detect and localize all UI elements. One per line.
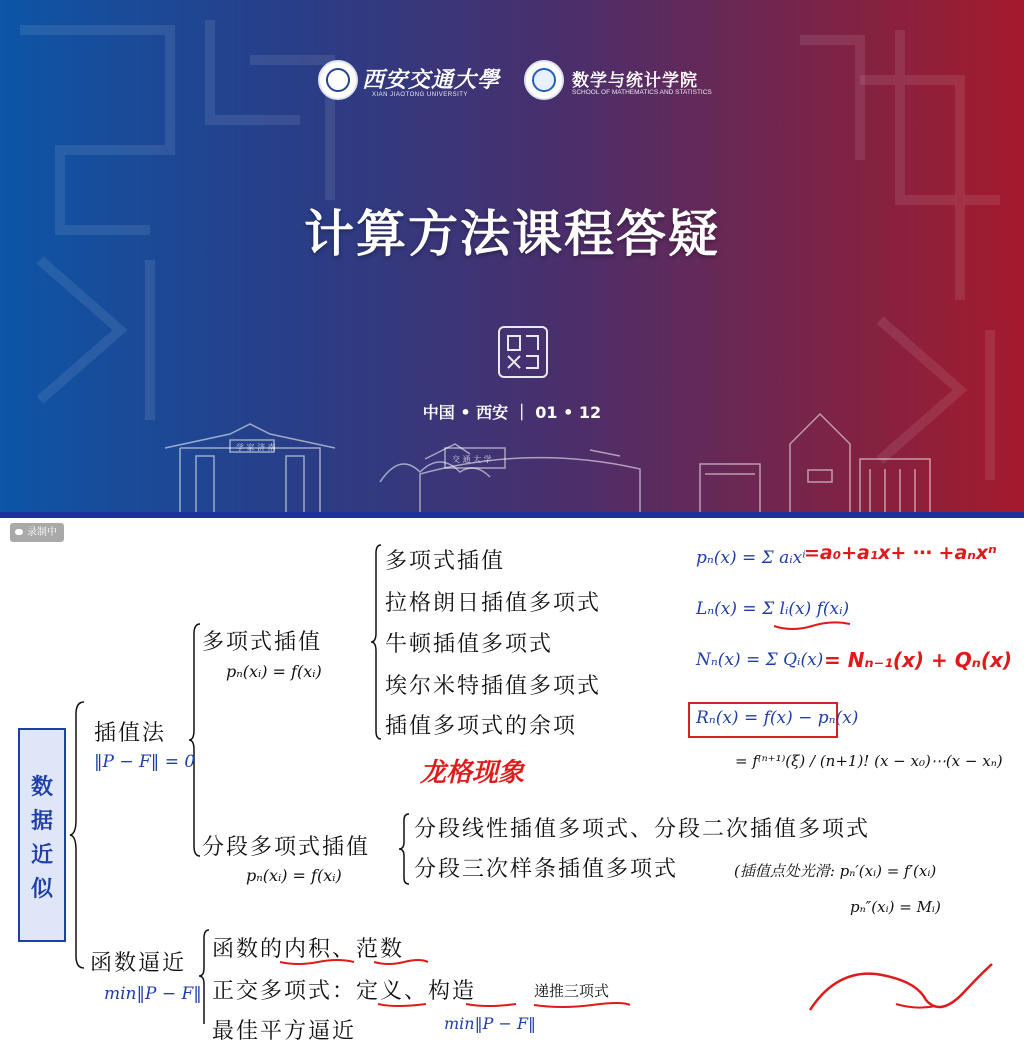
gate-sign-left: 学 家 济 南 [236,443,276,452]
approx-item-partial: 最佳平方逼近 [212,1019,357,1044]
school-name: 数学与统计学院 [572,71,698,91]
poly-item: 多项式插值 [385,549,506,574]
formula-rn: Rₙ(x) = f(x) − pₙ(x) [696,708,859,728]
formula-rn-expand: = f⁽ⁿ⁺¹⁾(ξ) / (n+1)! (x − x₀)⋯(x − xₙ) [735,752,1003,770]
handwritten-pn-expand: =a₀+a₁x+ ⋯ +aₙxⁿ [804,542,997,564]
poly-item: 插值多项式的余项 [385,714,578,739]
poly-item: 拉格朗日插值多项式 [385,591,602,616]
recording-badge[interactable] [10,523,64,542]
poly-item: 牛顿插值多项式 [385,632,554,657]
interp-method-label: 插值法 [94,721,167,746]
piecewise-label: 分段多项式插值 [202,835,371,860]
side-char: 据 [30,809,53,834]
campus-lineart [0,404,1024,514]
school-seal-icon [524,60,564,100]
poly-interp-label: 多项式插值 [202,630,323,655]
approx-brace [198,928,212,1024]
piecewise-formula: pₙ(xᵢ) = f(xᵢ) [246,866,342,885]
interp-brace [188,622,204,858]
recording-label: 录制中 [27,527,57,538]
side-char: 数 [30,775,53,800]
piecewise-item: 分段线性插值多项式、分段二次插值多项式 [414,817,871,842]
university-name: 西安交通大學 [362,67,501,93]
handwritten-runge: 龙格现象 [420,758,525,788]
gate-sign-middle: 交 通 大 学 [452,455,492,464]
formula-pn: pₙ(x) = Σ aᵢxⁱ [696,548,806,568]
cloud-icon [15,529,23,535]
approx-item: 函数的内积、范数 [212,937,405,962]
handwritten-underline [772,618,852,634]
piecewise-brace [398,812,412,886]
emblem-icon [498,326,548,378]
location-date: 中国 • 西安 ｜ 01 • 12 [422,403,602,422]
handwritten-underline [376,998,526,1010]
smooth-note: (插值点处光滑: pₙ′(xᵢ) = f′(xᵢ) [734,862,937,880]
handwritten-underline [278,956,438,968]
formula-nn: Nₙ(x) = Σ Qᵢ(x) [696,650,824,670]
side-char: 近 [30,843,53,868]
interp-method-formula: ‖P − F‖ = 0 [94,752,196,772]
poly-item: 埃尔米特插值多项式 [385,674,602,699]
approx-item: 正交多项式：定义、构造 [212,979,477,1004]
university-subtitle: XIAN JIAOTONG UNIVERSITY [372,92,468,98]
logo-row [0,58,1024,108]
approx-formula-partial: min‖P − F‖ [444,1014,537,1033]
second-derivative-note: pₙ″(xᵢ) = Mᵢ) [850,898,941,916]
banner-title: 计算方法课程答疑 [304,205,720,263]
school-subtitle: SCHOOL OF MATHEMATICS AND STATISTICS [572,89,712,96]
slide-top-bar [0,512,1024,518]
approx-label: 函数逼近 [90,951,187,976]
approx-formula: min‖P − F‖ [104,984,202,1004]
handwritten-curve-sketch [806,960,996,1024]
side-label-box [18,728,66,942]
poly-interp-formula: pₙ(xᵢ) = f(xᵢ) [226,662,322,681]
university-seal-icon [318,60,358,100]
main-brace [70,700,90,970]
slide-banner [0,0,1024,514]
handwritten-nn-expand: = Nₙ₋₁(x) + Qₙ(x) [824,648,1013,672]
piecewise-item: 分段三次样条插值多项式 [414,857,679,882]
recurrence-note: 递推三项式 [534,982,610,1000]
handwritten-underline [532,1000,632,1010]
formula-ln: Lₙ(x) = Σ lᵢ(x) f(xᵢ) [696,599,850,619]
side-char: 似 [30,877,53,902]
poly-brace [370,543,384,741]
